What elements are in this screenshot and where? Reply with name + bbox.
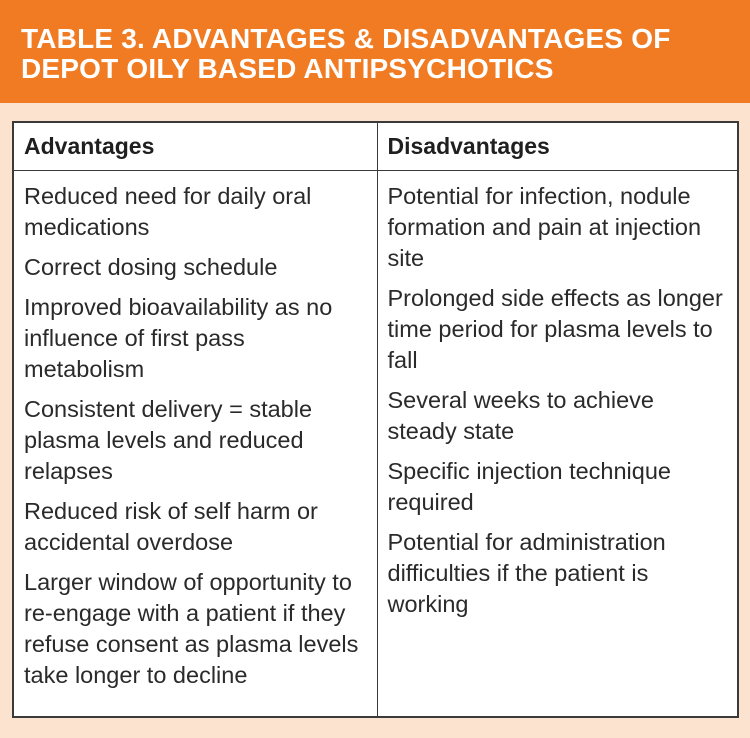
list-item: Correct dosing schedule xyxy=(24,254,278,280)
table-header-row xyxy=(14,123,737,171)
list-item: Consistent delivery = stable plasma levels and reduced relapses xyxy=(24,396,313,484)
list-item: Reduced need for daily oral medications xyxy=(24,183,312,240)
advantages-cell xyxy=(14,171,377,717)
disadvantages-list xyxy=(388,181,728,620)
list-item: Prolonged side effects as longer time period for plasma levels to fall xyxy=(387,285,723,373)
table-title-line-2: DEPOT OILY BASED ANTIPSYCHOTICS xyxy=(21,53,554,84)
list-item: Larger window of opportunity to re-engage with a patient if they refuse consent as plasma levels take longer to decline xyxy=(24,569,359,688)
column-header-advantages: Advantages xyxy=(14,123,377,171)
column-header-disadvantages: Disadvantages xyxy=(377,123,737,171)
list-item: Specific injection technique required xyxy=(387,458,671,515)
advantages-disadvantages-table xyxy=(14,123,737,716)
list-item: Several weeks to achieve steady state xyxy=(387,387,654,444)
table-body-row xyxy=(14,171,737,717)
list-item: Potential for administration difficulties if the patient is working xyxy=(387,529,666,617)
list-item: Improved bioavailability as no influence of first pass metabolism xyxy=(24,294,333,382)
list-item: Reduced risk of self harm or accidental overdose xyxy=(24,498,318,555)
disadvantages-cell xyxy=(377,171,737,717)
list-item: Potential for infection, nodule formation and pain at injection site xyxy=(387,183,702,271)
title-banner xyxy=(0,0,750,103)
table-title xyxy=(21,24,730,84)
table-container xyxy=(12,121,739,718)
advantages-list xyxy=(24,181,367,691)
table-title-line-1: TABLE 3. ADVANTAGES & DISADVANTAGES OF xyxy=(21,23,671,54)
